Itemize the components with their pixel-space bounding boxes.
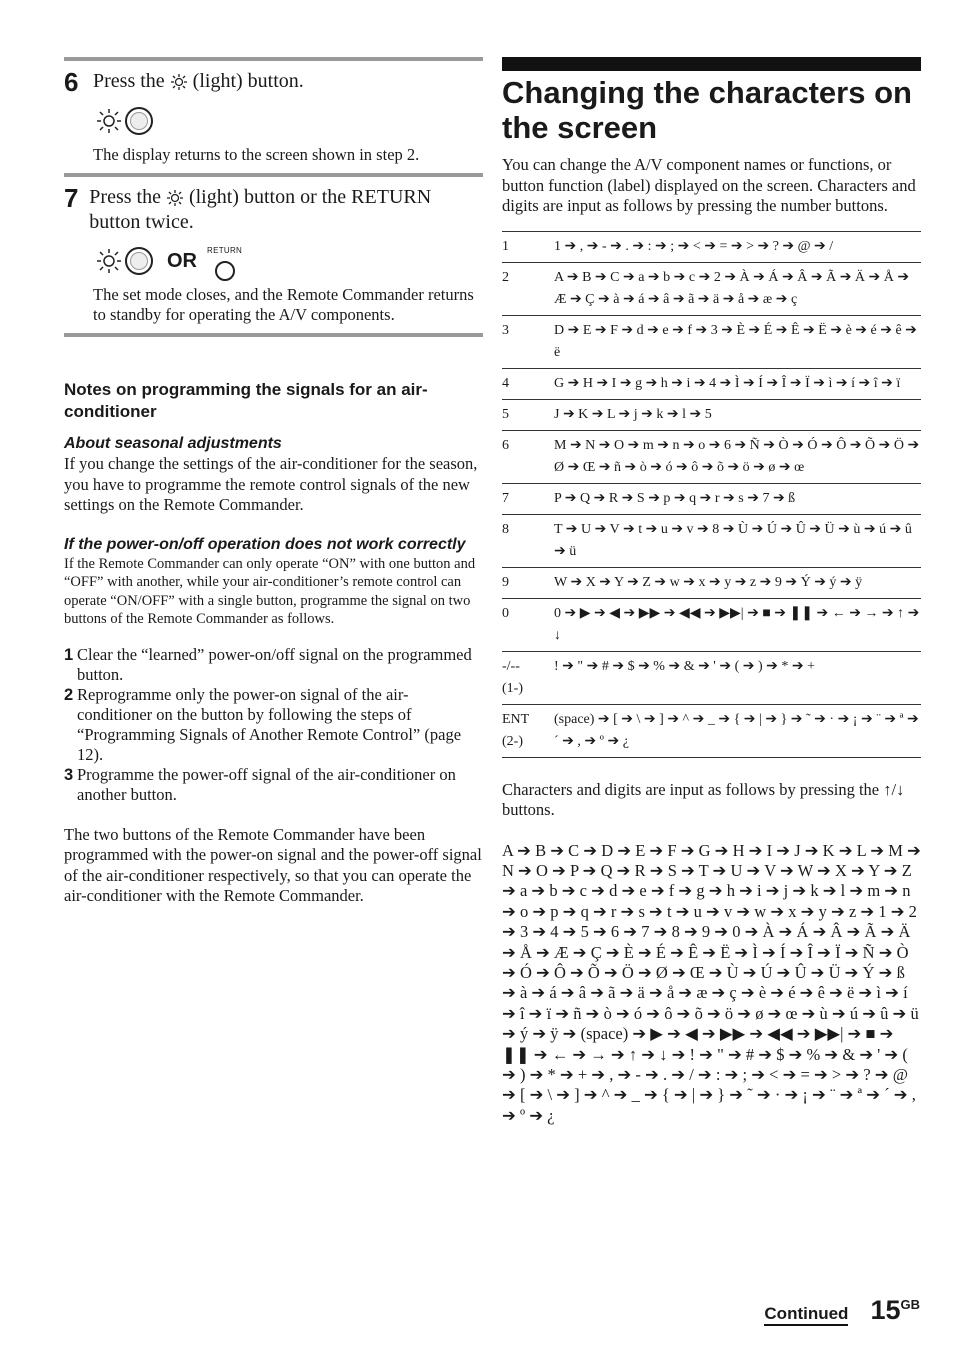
- light-icon: [170, 73, 188, 91]
- list-text: Programme the power-off signal of the air-conditioner on another button.: [77, 764, 456, 804]
- light-button: [125, 247, 153, 275]
- numbered-steps: [64, 645, 483, 805]
- light-icon: [93, 247, 125, 275]
- return-button-circle: [215, 261, 235, 281]
- step-6-body: [93, 101, 483, 165]
- table-chars: ! ➔ " ➔ # ➔ $ ➔ % ➔ & ➔ ' ➔ ( ➔ ) ➔ * ➔ +: [554, 658, 815, 674]
- step-number: 7: [64, 183, 79, 213]
- table-row: [502, 399, 921, 430]
- table-row: [502, 598, 921, 651]
- table-chars: G ➔ H ➔ I ➔ g ➔ h ➔ i ➔ 4 ➔ Ì ➔ Í ➔ Î ➔ Ï ➔ ì ➔ í ➔ î ➔ ï: [554, 375, 901, 391]
- table-chars: T ➔ U ➔ V ➔ t ➔ u ➔ v ➔ 8 ➔ Ù ➔ Ú ➔ Û ➔ Ü ➔ ù ➔ ú ➔ û ➔ ü: [554, 521, 912, 559]
- list-number: 1: [64, 645, 74, 664]
- list-number: 3: [64, 765, 74, 784]
- table-row: [502, 430, 921, 483]
- notes-heading: Notes on programming the signals for an air-conditioner: [64, 380, 428, 421]
- updown-intro: Characters and digits are input as follows by pressing the ↑/↓ buttons.: [502, 779, 905, 819]
- table-key: 3: [502, 322, 509, 338]
- table-key: 0: [502, 605, 509, 621]
- list-item: [64, 765, 483, 805]
- table-key: 9: [502, 574, 509, 590]
- power-heading: If the power-on/off operation does not work correctly: [64, 535, 466, 553]
- step-6-text: [93, 69, 304, 94]
- section-title: Changing the characters on the screen: [502, 75, 912, 145]
- return-label: RETURN: [207, 246, 243, 255]
- table-chars: 0 ➔ ▶ ➔ ◀ ➔ ▶▶ ➔ ◀◀ ➔ ▶▶| ➔ ■ ➔ ❚❚ ➔ ← ➔ → ➔ ↑ ➔ ↓: [554, 605, 920, 643]
- seasonal-heading: About seasonal adjustments: [64, 435, 282, 452]
- page-suffix: GB: [900, 1297, 920, 1312]
- table-key: 4: [502, 375, 509, 391]
- table-key: -/-- (1-): [502, 658, 523, 696]
- page-footer: [764, 1295, 920, 1326]
- light-or-return-illustration: [93, 241, 483, 281]
- table-row: [502, 567, 921, 598]
- intro-paragraph: You can change the A/V component names or functions, or button function (label) displayed on the screen. Characters and digits are input as follows by pressing the number buttons.: [502, 155, 916, 215]
- step-heading-pre: Press the: [93, 70, 165, 92]
- step-7-description: The set mode closes, and the Remote Commander returns to standby for operating the A/V components.: [93, 285, 474, 324]
- step-heading-post: (light) button or the RETURN button twice.: [89, 186, 432, 233]
- table-row: [502, 704, 921, 757]
- closing-paragraph: The two buttons of the Remote Commander have been programmed with the power-on signal and the power-off signal of the air-conditioner respectively, so that you can operate the air-conditioner with the Remote Commander.: [64, 824, 482, 905]
- or-label: OR: [167, 250, 197, 272]
- table-key: ENT (2-): [502, 711, 530, 749]
- light-button-illustration: [93, 101, 483, 141]
- table-row: [502, 231, 921, 262]
- list-item: [64, 645, 483, 685]
- step-7-text: [89, 185, 483, 235]
- table-chars: 1 ➔ , ➔ - ➔ . ➔ : ➔ ; ➔ < ➔ = ➔ > ➔ ? ➔ @ ➔ /: [554, 238, 834, 254]
- character-table: [502, 231, 921, 758]
- page-number: [870, 1295, 920, 1326]
- table-row: [502, 651, 921, 704]
- table-chars: W ➔ X ➔ Y ➔ Z ➔ w ➔ x ➔ y ➔ z ➔ 9 ➔ Ý ➔ ý ➔ ÿ: [554, 574, 863, 590]
- list-text: Reprogramme only the power-on signal of the air-conditioner on the button by following the steps of “Programming Signals of Another Remote Control” (page 12).: [77, 684, 462, 764]
- table-key: 2: [502, 269, 509, 285]
- section-bar: [502, 57, 921, 71]
- table-chars: J ➔ K ➔ L ➔ j ➔ k ➔ l ➔ 5: [554, 406, 712, 422]
- step-7-heading: [64, 185, 483, 235]
- table-row: [502, 262, 921, 315]
- list-item: [64, 685, 483, 765]
- step-6-description: The display returns to the screen shown in step 2.: [93, 145, 420, 164]
- table-row: [502, 514, 921, 567]
- table-chars: D ➔ E ➔ F ➔ d ➔ e ➔ f ➔ 3 ➔ È ➔ É ➔ Ê ➔ Ë ➔ è ➔ é ➔ ê ➔ ë: [554, 322, 917, 360]
- step-6-heading: [64, 69, 483, 95]
- table-row: [502, 315, 921, 368]
- continued-label: Continued: [764, 1304, 848, 1326]
- light-icon: [93, 107, 125, 135]
- table-key: 5: [502, 406, 509, 422]
- updown-sequence: A ➔ B ➔ C ➔ D ➔ E ➔ F ➔ G ➔ H ➔ I ➔ J ➔ K ➔ L ➔ M ➔ N ➔ O ➔ P ➔ Q ➔ R ➔ S ➔ T ➔ U ➔ V ➔ W ➔ X ➔ Y ➔ Z ➔ a ➔ b ➔ c ➔ d ➔ e ➔ f ➔ g ➔ h ➔ i ➔ j ➔ k ➔ l ➔ m ➔ n ➔ o ➔ p ➔ q ➔ r ➔ s ➔ t ➔ u ➔ v ➔ w ➔ x ➔ y ➔ z ➔ 1 ➔ 2 ➔ 3 ➔ 4 ➔ 5 ➔ 6 ➔ 7 ➔ 8 ➔ 9 ➔ 0 ➔ À ➔ Á ➔ Â ➔ Ã ➔ Ä ➔ Å ➔ Æ ➔ Ç ➔ È ➔ É ➔ Ê ➔ Ë ➔ Ì ➔ Í ➔ Î ➔ Ï ➔ Ñ ➔ Ò ➔ Ó ➔ Ô ➔ Õ ➔ Ö ➔ Ø ➔ Œ ➔ Ù ➔ Ú ➔ Û ➔ Ü ➔ Ý ➔ ß ➔ à ➔ á ➔ â ➔ ã ➔ ä ➔ å ➔ æ ➔ ç ➔ è ➔ é ➔ ê ➔ ë ➔ ì ➔ í ➔ î ➔ ï ➔ ñ ➔ ò ➔ ó ➔ ô ➔ õ ➔ ö ➔ ø ➔ œ ➔ ù ➔ ú ➔ û ➔ ü ➔ ý ➔ ÿ ➔ (space) ➔ ▶ ➔ ◀ ➔ ▶▶ ➔ ◀◀ ➔ ▶▶| ➔ ■ ➔ ❚❚ ➔ ← ➔ → ➔ ↑ ➔ ↓ ➔ ! ➔ " ➔ # ➔ $ ➔ % ➔ & ➔ ' ➔ ( ➔ ) ➔ * ➔ + ➔ , ➔ - ➔ . ➔ / ➔ : ➔ ; ➔ < ➔ = ➔ > ➔ ? ➔ @ ➔ [ ➔ \ ➔ ] ➔ ^ ➔ _ ➔ { ➔ | ➔ } ➔ ˜ ➔ · ➔ ¡ ➔ ¨ ➔ ª ➔ ´ ➔ , ➔ º ➔ ¿: [502, 840, 921, 1125]
- light-icon: [166, 189, 184, 207]
- left-column: [64, 57, 483, 907]
- return-button: [207, 241, 242, 281]
- step-7: [64, 173, 483, 337]
- table-key: 8: [502, 521, 509, 537]
- table-row: [502, 368, 921, 399]
- step-heading-pre: Press the: [89, 186, 161, 208]
- seasonal-body: If you change the settings of the air-conditioner for the season, you have to programme the remote control signals of the new settings on the Remote Commander.: [64, 454, 478, 514]
- table-chars: (space) ➔ [ ➔ \ ➔ ] ➔ ^ ➔ _ ➔ { ➔ | ➔ } ➔ ˜ ➔ · ➔ ¡ ➔ ¨ ➔ ª ➔ ´ ➔ , ➔ º ➔ ¿: [554, 711, 919, 749]
- table-chars: A ➔ B ➔ C ➔ a ➔ b ➔ c ➔ 2 ➔ À ➔ Á ➔ Â ➔ Ã ➔ Ä ➔ Å ➔ Æ ➔ Ç ➔ à ➔ á ➔ â ➔ ã ➔ ä ➔ å ➔ æ ➔ ç: [554, 269, 910, 307]
- page-number-value: 15: [870, 1295, 901, 1325]
- table-key: 7: [502, 490, 509, 506]
- table-chars: P ➔ Q ➔ R ➔ S ➔ p ➔ q ➔ r ➔ s ➔ 7 ➔ ß: [554, 490, 796, 506]
- table-key: 6: [502, 437, 509, 453]
- power-body: If the Remote Commander can only operate “ON” with one button and “OFF” with another, while your air-conditioner’s remote control can operate “ON/OFF” with a single button, programme the signal on two buttons of the Remote Commander as follows.: [64, 555, 476, 627]
- step-7-body: [93, 241, 483, 325]
- list-text: Clear the “learned” power-on/off signal on the programmed button.: [77, 644, 472, 684]
- table-row: [502, 483, 921, 514]
- light-button: [125, 107, 153, 135]
- list-number: 2: [64, 685, 74, 704]
- step-heading-post: (light) button.: [192, 70, 304, 92]
- step-6: [64, 57, 483, 173]
- table-key: 1: [502, 238, 509, 254]
- table-chars: M ➔ N ➔ O ➔ m ➔ n ➔ o ➔ 6 ➔ Ñ ➔ Ò ➔ Ó ➔ Ô ➔ Õ ➔ Ö ➔ Ø ➔ Œ ➔ ñ ➔ ò ➔ ó ➔ ô ➔ õ ➔ ö ➔ ø ➔ œ: [554, 437, 920, 475]
- right-column: [502, 57, 921, 1126]
- step-number: 6: [64, 67, 79, 97]
